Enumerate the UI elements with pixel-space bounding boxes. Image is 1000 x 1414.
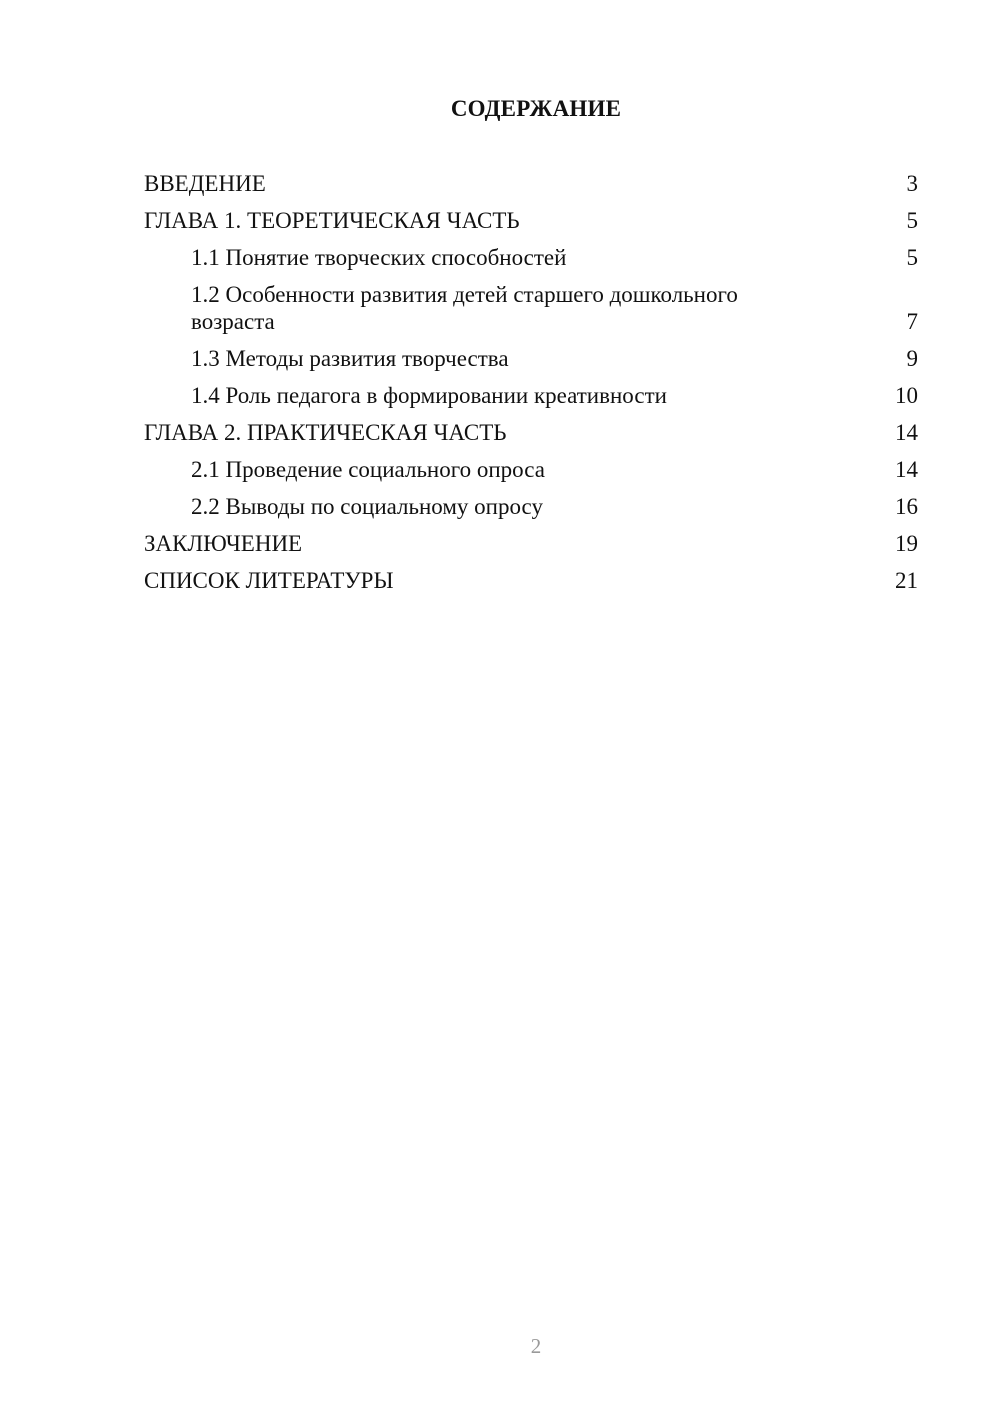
toc-entry-introduction[interactable]: [144, 170, 918, 197]
toc-entry-page: 19: [895, 531, 918, 556]
toc-entry-label: ВВЕДЕНИЕ: [144, 171, 266, 196]
page-number: 2: [530, 1334, 542, 1358]
toc-entry-label: ГЛАВА 1. ТЕОРЕТИЧЕСКАЯ ЧАСТЬ: [144, 208, 520, 233]
toc-entry-label: 2.1 Проведение социального опроса: [191, 457, 545, 482]
toc-entry-chapter-1[interactable]: [144, 207, 918, 234]
toc-entry-page: 9: [906, 346, 918, 371]
page-title: СОДЕРЖАНИЕ: [450, 96, 622, 121]
toc-entry-page: 5: [906, 245, 918, 270]
toc-entry-label: 2.2 Выводы по социальному опросу: [191, 494, 543, 519]
toc-entry-references[interactable]: [144, 567, 918, 594]
toc-entry-page: 10: [895, 383, 918, 408]
toc-entry-label: ГЛАВА 2. ПРАКТИЧЕСКАЯ ЧАСТЬ: [144, 420, 507, 445]
toc-entry-section-1-3[interactable]: [144, 345, 918, 372]
toc-entry-section-1-2[interactable]: [144, 281, 918, 335]
toc-entry-label: 1.1 Понятие творческих способностей: [191, 245, 567, 270]
table-of-contents: [144, 170, 918, 604]
toc-entry-page: 21: [895, 568, 918, 593]
toc-entry-label: 1.4 Роль педагога в формировании креативности: [191, 383, 667, 408]
toc-entry-page: 5: [906, 208, 918, 233]
toc-entry-page: 14: [895, 420, 918, 445]
toc-entry-section-2-1[interactable]: [144, 456, 918, 483]
toc-entry-page: 3: [906, 171, 918, 196]
toc-entry-page: 7: [906, 309, 918, 334]
toc-entry-label: СПИСОК ЛИТЕРАТУРЫ: [144, 568, 394, 593]
toc-entry-section-1-4[interactable]: [144, 382, 918, 409]
toc-entry-label: 1.2 Особенности развития детей старшего дошкольного возраста: [191, 282, 738, 334]
toc-entry-label: ЗАКЛЮЧЕНИЕ: [144, 531, 303, 556]
toc-entry-page: 14: [895, 457, 918, 482]
toc-entry-section-2-2[interactable]: [144, 493, 918, 520]
toc-entry-chapter-2[interactable]: [144, 419, 918, 446]
toc-entry-page: 16: [895, 494, 918, 519]
toc-entry-label: 1.3 Методы развития творчества: [191, 346, 509, 371]
toc-entry-conclusion[interactable]: [144, 530, 918, 557]
toc-entry-section-1-1[interactable]: [144, 244, 918, 271]
